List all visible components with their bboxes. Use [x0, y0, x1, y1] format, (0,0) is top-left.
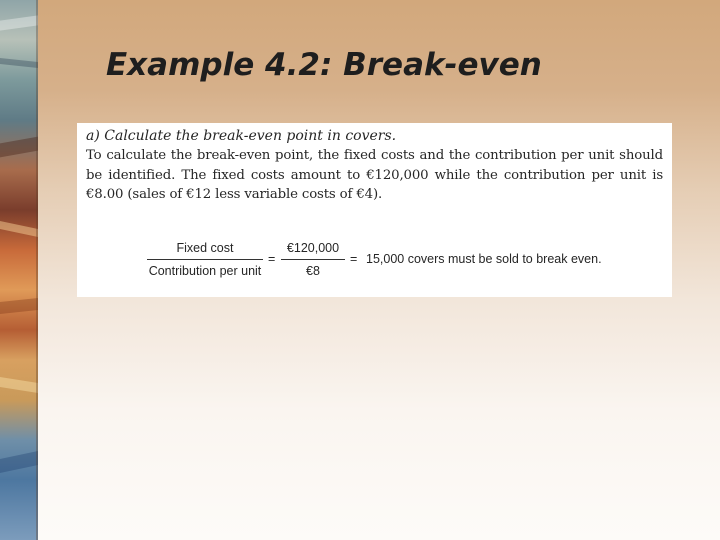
banknote-band — [0, 58, 38, 68]
explanation-paragraph: To calculate the break-even point, the fixed costs and the contribution per unit should be identified. The fixed costs amount to €120,000 while the contribution per unit is €8.00 (sales of €12 less variable costs of €4). — [86, 148, 663, 202]
fraction-bar — [147, 259, 263, 260]
example-content-box — [77, 123, 672, 297]
strip-edge — [36, 0, 38, 540]
banknote-band — [0, 377, 38, 393]
question-text: a) Calculate the break-even point in covers. — [86, 128, 397, 144]
banknote-band — [0, 451, 38, 473]
banknote-band — [0, 137, 38, 158]
banknote-band — [0, 15, 38, 30]
result-text: 15,000 covers must be sold to break even. — [366, 252, 602, 266]
fraction-bar — [281, 259, 345, 260]
numerator-value: €120,000 — [286, 241, 340, 255]
fraction-formula — [147, 240, 263, 279]
equals-sign: = — [268, 252, 276, 266]
slide-title: Example 4.2: Break-even — [106, 47, 542, 83]
banknote-decoration — [0, 0, 38, 540]
denominator-contribution: Contribution per unit — [148, 264, 262, 278]
denominator-value: €8 — [306, 264, 320, 278]
equals-sign: = — [350, 252, 358, 266]
numerator-fixed-cost: Fixed cost — [176, 241, 234, 255]
fraction-values — [281, 240, 345, 279]
banknote-band — [0, 298, 38, 314]
banknote-band — [0, 221, 38, 237]
